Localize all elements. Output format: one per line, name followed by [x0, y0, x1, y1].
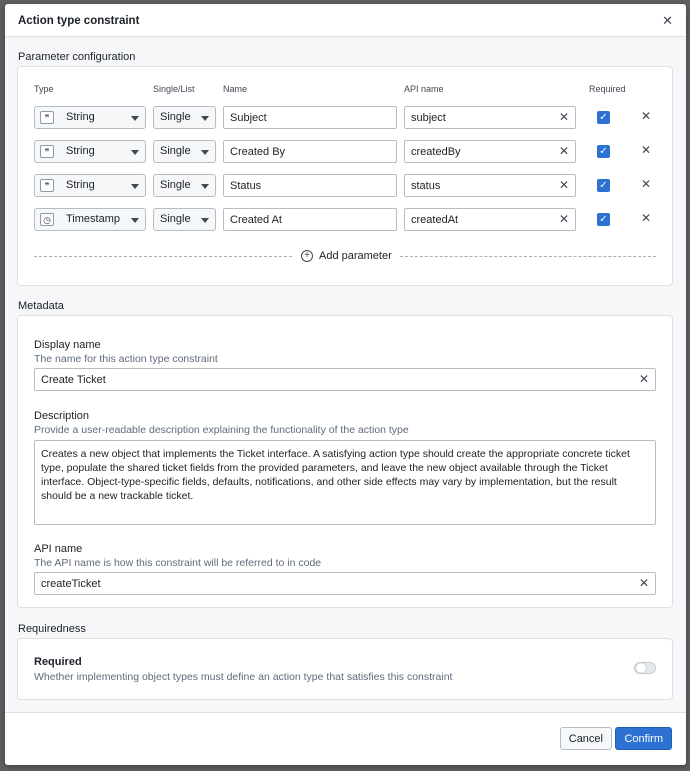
caret-down-icon: [201, 116, 209, 121]
display-name-help: The name for this action type constraint: [34, 353, 218, 365]
required-toggle[interactable]: [634, 662, 656, 674]
parameter-api-name-value: createdAt: [411, 214, 459, 226]
parameter-api-name-input[interactable]: [404, 174, 576, 197]
column-header-api-name: API name: [404, 84, 444, 94]
parameter-configuration-label: Parameter configuration: [18, 51, 136, 63]
cardinality-select-value: Single: [160, 179, 191, 191]
add-parameter-label: Add parameter: [319, 250, 392, 262]
remove-parameter-icon[interactable]: ✕: [641, 177, 652, 191]
cardinality-select[interactable]: [153, 208, 216, 231]
display-name-input[interactable]: [34, 368, 656, 391]
toggle-knob: [636, 663, 646, 673]
cardinality-select-value: Single: [160, 213, 191, 225]
remove-parameter-icon[interactable]: ✕: [641, 109, 652, 123]
clear-icon[interactable]: ✕: [558, 212, 569, 226]
parameter-api-name-input[interactable]: [404, 208, 576, 231]
cardinality-select-value: Single: [160, 145, 191, 157]
action-type-constraint-dialog: [5, 4, 686, 765]
column-header-single-list: Single/List: [153, 84, 195, 94]
type-select[interactable]: [34, 174, 146, 197]
cancel-button[interactable]: Cancel: [560, 727, 612, 750]
clear-icon[interactable]: ✕: [638, 576, 649, 590]
caret-down-icon: [131, 218, 139, 223]
description-label: Description: [34, 410, 90, 422]
display-name-label: Display name: [34, 339, 101, 351]
divider-left: [34, 256, 292, 257]
dialog-title: Action type constraint: [18, 15, 140, 27]
remove-parameter-icon[interactable]: ✕: [641, 211, 652, 225]
clock-icon: ◷: [40, 213, 54, 226]
add-parameter-button[interactable]: [301, 250, 392, 262]
type-select-value: String: [66, 111, 95, 123]
required-checkbox[interactable]: ✓: [597, 111, 610, 124]
caret-down-icon: [131, 150, 139, 155]
clear-icon[interactable]: ✕: [558, 144, 569, 158]
parameter-card: [17, 66, 673, 286]
description-help: Provide a user-readable description explaining the functionality of the action type: [34, 424, 409, 436]
requiredness-card: [17, 638, 673, 700]
caret-down-icon: [201, 150, 209, 155]
description-textarea[interactable]: Creates a new object that implements the Ticket interface. A satisfying action type should create the appropriate concrete ticket type, populate the shared ticket fields from the provided parameters, and leave the new object available through the Ticket interface. Object-type-specific fields, defaults, notifications, and other side effects may vary by implementation, but the result should be a new trackable ticket.: [34, 440, 656, 525]
parameter-name-input[interactable]: Created At: [223, 208, 397, 231]
api-name-input[interactable]: [34, 572, 656, 595]
quote-icon: ❞: [40, 179, 54, 192]
required-checkbox[interactable]: ✓: [597, 145, 610, 158]
parameter-name-input[interactable]: Subject: [223, 106, 397, 129]
display-name-value: Create Ticket: [41, 374, 106, 386]
clear-icon[interactable]: ✕: [558, 110, 569, 124]
required-checkbox[interactable]: ✓: [597, 179, 610, 192]
parameter-name-input[interactable]: Status: [223, 174, 397, 197]
caret-down-icon: [201, 184, 209, 189]
remove-parameter-icon[interactable]: ✕: [641, 143, 652, 157]
quote-icon: ❞: [40, 111, 54, 124]
cardinality-select[interactable]: [153, 140, 216, 163]
quote-icon: ❞: [40, 145, 54, 158]
confirm-button[interactable]: Confirm: [615, 727, 672, 750]
clear-icon[interactable]: ✕: [558, 178, 569, 192]
type-select[interactable]: [34, 106, 146, 129]
parameter-api-name-input[interactable]: [404, 106, 576, 129]
parameter-api-name-input[interactable]: [404, 140, 576, 163]
parameter-name-input[interactable]: Created By: [223, 140, 397, 163]
cardinality-select[interactable]: [153, 174, 216, 197]
caret-down-icon: [131, 116, 139, 121]
type-select-value: String: [66, 145, 95, 157]
metadata-label: Metadata: [18, 300, 64, 312]
plus-circle-icon: +: [301, 250, 313, 262]
type-select-value: Timestamp: [66, 213, 120, 225]
parameter-api-name-value: subject: [411, 112, 446, 124]
type-select[interactable]: [34, 140, 146, 163]
close-icon[interactable]: ✕: [662, 13, 673, 28]
required-checkbox[interactable]: ✓: [597, 213, 610, 226]
dialog-header: [5, 4, 686, 37]
parameter-api-name-value: createdBy: [411, 146, 461, 158]
dialog-footer: [5, 712, 686, 765]
column-header-name: Name: [223, 84, 248, 94]
metadata-card: [17, 315, 673, 608]
cardinality-select[interactable]: [153, 106, 216, 129]
required-help: Whether implementing object types must define an action type that satisfies this constraint: [34, 671, 453, 683]
divider-right: [400, 256, 656, 257]
required-title: Required: [34, 656, 82, 668]
type-select-value: String: [66, 179, 95, 191]
column-header-type: Type: [34, 84, 54, 94]
column-header-required: Required: [589, 84, 626, 94]
api-name-label: API name: [34, 543, 83, 555]
parameter-api-name-value: status: [411, 180, 441, 192]
cardinality-select-value: Single: [160, 111, 191, 123]
api-name-value: createTicket: [41, 578, 101, 590]
api-name-help: The API name is how this constraint will be referred to in code: [34, 557, 322, 569]
type-select[interactable]: [34, 208, 146, 231]
caret-down-icon: [131, 184, 139, 189]
caret-down-icon: [201, 218, 209, 223]
clear-icon[interactable]: ✕: [638, 372, 649, 386]
requiredness-label: Requiredness: [18, 623, 86, 635]
